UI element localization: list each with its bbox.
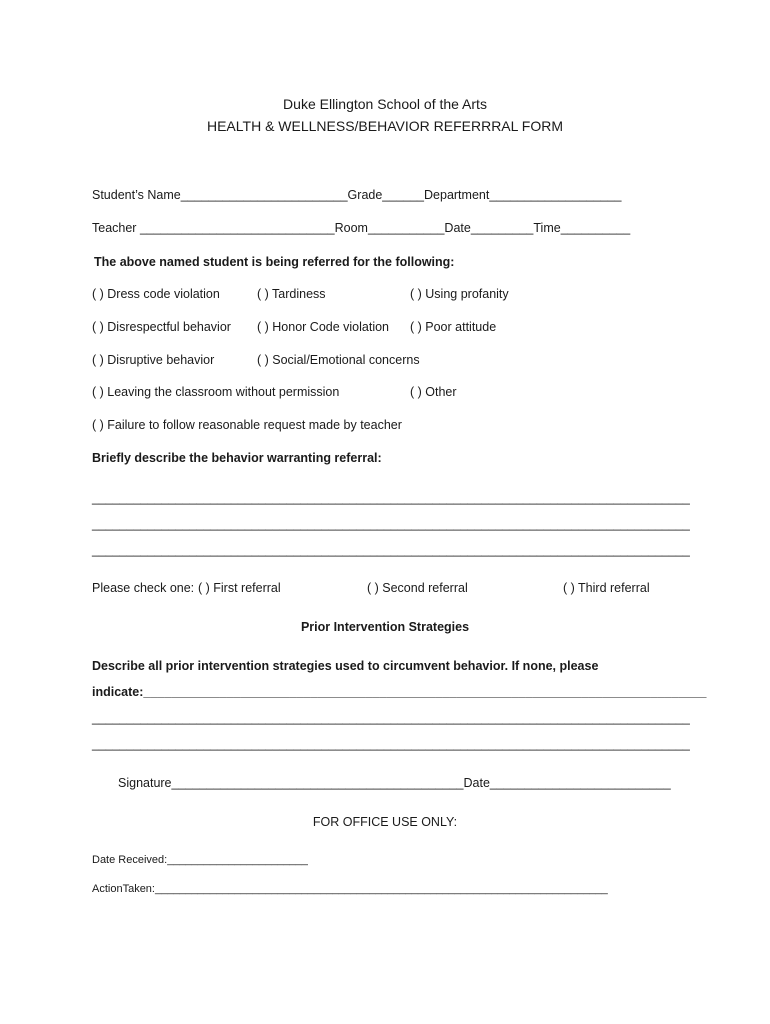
description-line[interactable]: ______________________________________________________________________________________ [92, 517, 690, 531]
option-poor-attitude[interactable]: ( ) Poor attitude [410, 320, 497, 334]
option-disruptive[interactable]: ( ) Disruptive behavior [92, 353, 215, 367]
description-heading: Briefly describe the behavior warranting referral: [92, 451, 382, 465]
prior-intervention-prompt: Describe all prior intervention strategies used to circumvent behavior. If none, please [92, 659, 599, 673]
teacher-info-line[interactable]: Teacher ____________________________Room___________Date_________Time__________ [92, 221, 631, 235]
option-dress-code[interactable]: ( ) Dress code violation [92, 287, 220, 301]
check-one-label: Please check one: [92, 581, 195, 595]
office-use-heading: FOR OFFICE USE ONLY: [312, 815, 458, 829]
referral-heading: The above named student is being referred for the following: [94, 255, 455, 269]
description-line[interactable]: ______________________________________________________________________________________ [92, 491, 690, 505]
signature-date-line[interactable]: Signature__________________________________________Date__________________________ [118, 776, 671, 790]
intervention-line[interactable]: ______________________________________________________________________________________ [92, 711, 690, 725]
option-profanity[interactable]: ( ) Using profanity [410, 287, 509, 301]
date-received-line[interactable]: Date Received:_______________________ [92, 854, 308, 866]
intervention-line[interactable]: ______________________________________________________________________________________ [92, 737, 690, 751]
action-taken-line[interactable]: ActionTaken:__________________________________________________________________________ [92, 883, 608, 895]
form-title: HEALTH & WELLNESS/BEHAVIOR REFERRRAL FORM [206, 118, 564, 134]
option-other[interactable]: ( ) Other [410, 385, 457, 399]
description-line[interactable]: ______________________________________________________________________________________ [92, 543, 690, 557]
option-social-emotional[interactable]: ( ) Social/Emotional concerns [257, 353, 420, 367]
option-disrespectful[interactable]: ( ) Disrespectful behavior [92, 320, 231, 334]
option-tardiness[interactable]: ( ) Tardiness [257, 287, 326, 301]
second-referral-option[interactable]: ( ) Second referral [367, 581, 468, 595]
school-name: Duke Ellington School of the Arts [283, 96, 487, 112]
option-leaving-classroom[interactable]: ( ) Leaving the classroom without permission [92, 385, 340, 399]
student-info-line[interactable]: Student’s Name________________________Grade______Department___________________ [92, 188, 622, 202]
third-referral-option[interactable]: ( ) Third referral [563, 581, 650, 595]
indicate-line[interactable]: indicate:_________________________________________________________________________________ [92, 685, 707, 699]
option-failure-request[interactable]: ( ) Failure to follow reasonable request made by teacher [92, 418, 402, 432]
first-referral-option[interactable]: ( ) First referral [198, 581, 281, 595]
option-honor-code[interactable]: ( ) Honor Code violation [257, 320, 390, 334]
prior-intervention-heading: Prior Intervention Strategies [300, 620, 470, 634]
